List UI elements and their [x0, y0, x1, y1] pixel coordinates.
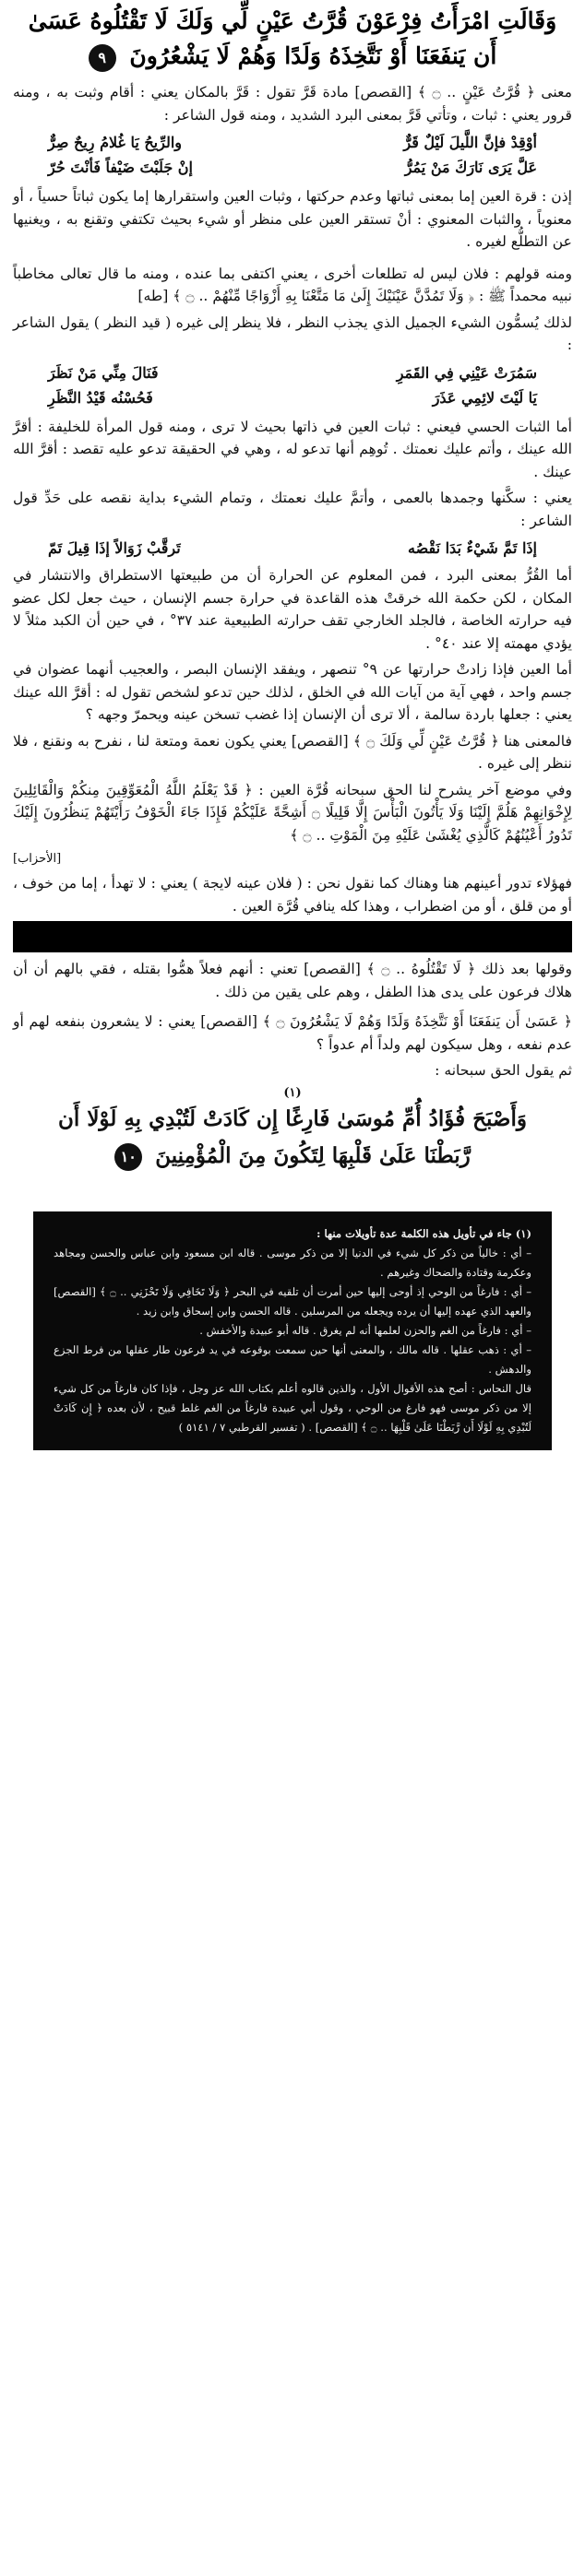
footnote-line: – أي : خالياً من ذكر كل شيء في الدنيا إلا من ذكر موسى . قاله ابن مسعود وابن عباس والحسن ومجاهد وعكرمة وقتادة والضحاك وغيرهم . [54, 1246, 531, 1279]
poem-right-hemistich: يَا لَيْتَ لائِمِي عَذَرَ [432, 388, 537, 407]
poem-couplet [13, 360, 572, 385]
paragraph: يعني : سكَّنها وجمدها بالعمى ، وأتمَّ عليك نعمتك ، وتمام الشيء بداية نقصه على حَدِّ قول الشاعر : [13, 490, 572, 529]
footnote-line: قال النحاس : أصح هذه الأقوال الأول ، والذين قالوه أعلم بكتاب الله عز وجل ، فإذا كان فارغاً من كل شيء إلا من ذكر موسى فهو فارغ من الوحي ، وقول أبي عبيدة فارغاً من الغم غلط قبيح ، لأن بعده ﴿ إِن كَادَتْ لَتُبْدِي بِهِ لَوْلَا أَن رَّبَطْنَا عَلَىٰ قَلْبِهَا .. ۝ ﴾ [القصص] . ( تفسير القرطبي ٧ / ٥١٤١ ) [54, 1381, 531, 1434]
verse-top [18, 0, 567, 74]
verse-top-text: وَقَالَتِ امْرَأَتُ فِرْعَوْنَ قُرَّتُ عَيْنٍ لِّي وَلَكَ لَا تَقْتُلُوهُ عَسَىٰ أَن يَنفَعَنَا أَوْ نَتَّخِذَهُ وَلَدًا وَهُمْ لَا يَشْعُرُونَ [28, 7, 557, 69]
poem-couplet [13, 130, 572, 155]
poem-right-hemistich: أوْقِدْ فإنَّ اللَّيلَ لَيْلٌ قَرٌّ [403, 134, 537, 151]
verse-bottom-text: وَأَصْبَحَ فُؤَادُ أُمِّ مُوسَىٰ فَارِغًا إِن كَادَتْ لَتُبْدِي بِهِ لَوْلَا أَن رَّبَطْنَا عَلَىٰ قَلْبِهَا لِتَكُونَ مِنَ الْمُؤْمِنِينَ [58, 1105, 527, 1168]
paragraph: أما القُرُّ بمعنى البرد ، فمن المعلوم عن الحرارة أن من طبيعتها الاستطراق والانتشار في المكان ، لكن حكمة الله خرقتْ هذه القاعدة في حرارة جسم الإنسان ، حيث جعل لكل عضو فيه حرارته الخاصة ، فالجلد الخارجي تقف حرارته الطبيعية عند ٣٧° ، في حين أن الكبد مثلاً لا يؤدي مهمته إلا عند ٤٠° . [13, 567, 572, 652]
poem-couplet [13, 155, 572, 180]
verse-number-badge: ٩ [89, 44, 116, 72]
poem-right-hemistich: عَلَّ يَرَى نَارَكَ مَنْ يَمُرُّ [404, 159, 537, 176]
poem-left-hemistich: إنْ جَلَبْتَ ضَيْفاً فَأنْتَ حُرّ [48, 159, 193, 176]
verse-number-badge: ١٠ [114, 1143, 142, 1171]
paragraph: فهؤلاء تدور أعينهم هنا وهناك كما نقول نحن : ( فلان عينه لايجة ) يعني : لا تهدأ ، إما من خوف ، أو من قلق ، أو من اضطراب ، وهذا كله ينافي قُرَّة العين . [13, 875, 572, 915]
footnote-line: – أي : فارغاً من الغم والحزن لعلمها أنه لم يغرق . قاله أبو عبيدة والأخفش . [199, 1323, 531, 1337]
footnote-line: – أي : فارغاً من الوحي إذ أوحى إليها حين أمرت أن تلقيه في البحر ﴿ وَلَا تَخَافِي وَلَا تَحْزَنِي .. ۝ ﴾ [القصص] والعهد الذي عهده إليها أن يرده ويجعله من المرسلين . قاله الحسن وابن إسحاق وابن زيد . [54, 1284, 531, 1318]
paragraph: ﴿ عَسَىٰ أَن يَنفَعَنَا أَوْ نَتَّخِذَهُ وَلَدًا وَهُمْ لَا يَشْعُرُونَ ۝ ﴾ [القصص] يعني : لا يشعرون بنفعه لهم أو عدم نفعه ، وهل سيكون لهم ولداً أم عدواً ؟ [13, 1013, 572, 1053]
surah-reference: [الأحزاب] [13, 852, 62, 866]
poem-left-hemistich: تَرقَّبْ زَوَالاً إذَا قِيلَ تَمّ [48, 539, 181, 557]
paragraph: ومنه قولهم : فلان ليس له تطلعات أخرى ، يعني اكتفى بما عنده ، ومنه ما قال تعالى مخاطباً نبيه محمداً ﷺ : ﴿ وَلَا تَمُدَّنَّ عَيْنَيْكَ إِلَىٰ مَا مَتَّعْنَا بِهِ أَزْوَاجًا مِّنْهُمْ .. ۝ ﴾ [طه] [13, 265, 572, 304]
paragraph: فالمعنى هنا ﴿ قُرَّتُ عَيْنٍ لِّي وَلَكَ ۝ ﴾ [القصص] يعني يكون نعمة ومتعة لنا ، نفرح به ونقنع ، فلا ننظر إلى غيره . [13, 732, 572, 772]
scan-divider-bar [13, 921, 572, 952]
footnote-line: (١) جاء في تأويل هذه الكلمة عدة تأويلات منها : [316, 1226, 531, 1240]
paragraph: وفي موضع آخر يشرح لنا الحق سبحانه قُرَّة العين : ﴿ قَدْ يَعْلَمُ اللَّهُ الْمُعَوِّقِينَ مِنكُمْ وَالْقَائِلِينَ لِإِخْوَانِهِمْ هَلُمَّ إِلَيْنَا وَلَا يَأْتُونَ الْبَأْسَ إِلَّا قَلِيلًا ۝ أَشِحَّةً عَلَيْكُمْ فَإِذَا جَاءَ الْخَوْفُ رَأَيْتَهُمْ يَنظُرُونَ إِلَيْكَ تَدُورُ أَعْيُنُهُمْ كَالَّذِي يُغْشَىٰ عَلَيْهِ مِنَ الْمَوْتِ .. ۝ ﴾ [13, 781, 572, 844]
verse-bottom [31, 1086, 554, 1175]
poem-right-hemistich: سَمُرَتْ عَيْنِي فِي القَمَرِ [396, 363, 537, 382]
paragraph: وقولها بعد ذلك ﴿ لَا تَقْتُلُوهُ .. ۝ ﴾ [القصص] تعني : أنهم فعلاً همُّوا بقتله ، فقي بالهم أن أن هلاك فرعون على يدى هذا الطفل ، وهم على يقين من ذلك . [13, 961, 572, 1000]
paragraph: أما الثبات الحسي فيعني : ثبات العين في ذاتها بحيث لا ترى ، ومنه قول المرأة للخليفة : أقرَّ الله عينك ، وأتم عليك نعمتك . تُوهِم أنها تدعو له ، وهي في الحقيقة تدعو عليه تقصد : أقرَّ الله عينك . [13, 418, 572, 480]
paragraph: ثم يقول الحق سبحانه : [435, 1062, 572, 1079]
poem-couplet [13, 536, 572, 561]
poem-left-hemistich: فَحُسْنُه قَيْدُ النَّظَرِ [48, 388, 153, 407]
paragraph: معنى ﴿ قُرَّتُ عَيْنٍ .. ۝ ﴾ [القصص] مادة قَرَّ تقول : قَرَّ بالمكان يعني : أقام وثبت به ، ومنه قرور يعني : ثبات ، وتأتي قَرَّ بمعنى البرد الشديد ، ومنه قول الشاعر : [13, 84, 572, 124]
paragraph: لذلك يُسمُّون الشيء الجميل الذي يجذب النظر ، فلا ينظر إلى غيره ( قيد النظر ) يقول الشاعر : [13, 313, 572, 353]
poem-right-hemistich: إذَا تَمَّ شَيْءٌ بَدَا نَقْصُه [408, 539, 537, 557]
footnote-line: – أي : ذهب عقلها . قاله مالك ، والمعنى أنها حين سمعت بوقوعه في يد فرعون طار عقلها من فرط الجزع والدهش . [54, 1342, 531, 1376]
poem-left-hemistich: والرِّيحُ يَا غُلامُ رِيحٌ صِرٌّ [48, 134, 183, 151]
footnote-box [33, 1211, 552, 1450]
poem-left-hemistich: فَنَالَ مِنِّي مَنْ نَظَرَ [48, 363, 159, 382]
paragraph: أما العين فإذا زادتْ حرارتها عن ٩° تنصهر ، ويفقد الإنسان البصر ، والعجيب أنهما عضوان في جسم واحد ، فهي آية من آيات الله في الخلق ، لذلك حين تدعو لشخص تقول له : أقرَّ الله عينك يعني : جعلها باردة سالمة ، ألا ترى أن الإنسان إذا غضب تسخن عينه ويحمرّ وجهه ؟ [13, 661, 573, 723]
paragraph: إذن : قرة العين إما بمعنى ثباتها وعدم حركتها ، وثبات العين واستقرارها إما يكون ثباتاً حسياً ، أو معنوياً ، والثبات المعنوي : أنْ تستقر العين على منظر أو شيء بحيث تكتفي وتقنع به ، ويغنيها عن التطلُّع لغيره . [13, 188, 572, 250]
footnote-marker: (١) [283, 1085, 302, 1100]
poem-couplet [13, 385, 572, 410]
